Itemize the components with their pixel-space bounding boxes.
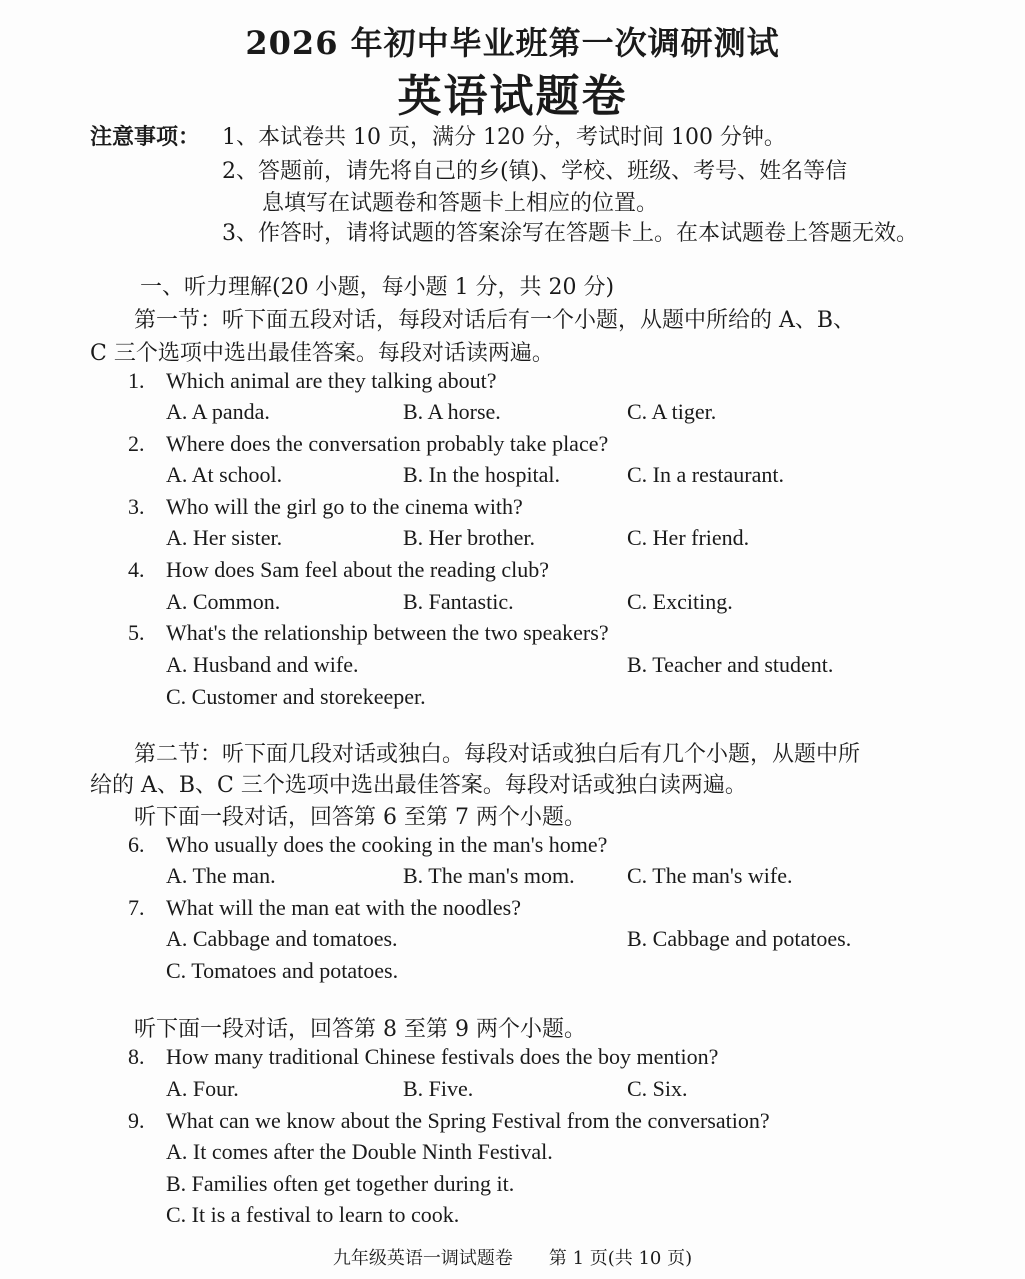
page-footer: 九年级英语一调试题卷 第 1 页(共 10 页) <box>332 1248 693 1269</box>
question-number: 6. <box>128 832 145 857</box>
option-a: A. Cabbage and tomatoes. <box>166 926 398 951</box>
option-a: A. At school. <box>166 462 283 487</box>
option-a: A. The man. <box>166 863 276 888</box>
part1-instruction-cont: C 三个选项中选出最佳答案。每段对话读两遍。 <box>90 341 554 366</box>
question-number: 8. <box>128 1044 145 1069</box>
option-c: C. In a restaurant. <box>627 462 784 487</box>
question-text: How many traditional Chinese festivals does the boy mention? <box>166 1044 719 1069</box>
option-c: C. Tomatoes and potatoes. <box>166 958 399 983</box>
dialogue-intro-6-7: 听下面一段对话，回答第 6 至第 7 两个小题。 <box>134 805 586 830</box>
question-text: What's the relationship between the two speakers? <box>166 620 609 645</box>
option-b: B. The man's mom. <box>403 863 575 888</box>
question-number: 3. <box>128 494 145 519</box>
option-c: C. The man's wife. <box>627 863 793 888</box>
option-b: B. Families often get together during it. <box>166 1171 515 1196</box>
part2-instruction: 第二节：听下面几段对话或独白。每段对话或独白后有几个小题，从题中所 <box>134 742 861 767</box>
question-number: 5. <box>128 620 145 645</box>
option-b: B. In the hospital. <box>403 462 561 487</box>
question-text: Who usually does the cooking in the man's home? <box>166 832 608 857</box>
option-b: B. Fantastic. <box>403 589 514 614</box>
option-c: C. Exciting. <box>627 589 733 614</box>
exam-title: 2026 年初中毕业班第一次调研测试 <box>245 24 780 62</box>
question-text: Who will the girl go to the cinema with? <box>166 494 523 519</box>
option-b: B. A horse. <box>403 399 501 424</box>
question-text: Which animal are they talking about? <box>166 368 497 393</box>
option-c: C. A tiger. <box>627 399 717 424</box>
part2-instruction-cont: 给的 A、B、C 三个选项中选出最佳答案。每段对话或独白读两遍。 <box>90 773 747 798</box>
notice-item-1: 1、本试卷共 10 页，满分 120 分，考试时间 100 分钟。 <box>222 125 786 150</box>
option-a: A. Common. <box>166 589 281 614</box>
option-b: B. Her brother. <box>403 525 535 550</box>
notice-item-2: 2、答题前，请先将自己的乡(镇)、学校、班级、考号、姓名等信 <box>222 159 848 184</box>
option-c: C. Customer and storekeeper. <box>166 684 426 709</box>
notice-label: 注意事项： <box>90 124 201 150</box>
notice-item-2-cont: 息填写在试题卷和答题卡上相应的位置。 <box>262 191 659 216</box>
question-text: What will the man eat with the noodles? <box>166 895 521 920</box>
option-a: A. Husband and wife. <box>166 652 359 677</box>
question-text: What can we know about the Spring Festival from the conversation? <box>166 1108 770 1133</box>
option-a: A. Four. <box>166 1076 239 1101</box>
question-text: How does Sam feel about the reading club? <box>166 557 550 582</box>
question-number: 2. <box>128 431 145 456</box>
part1-instruction: 第一节：听下面五段对话，每段对话后有一个小题，从题中所给的 A、B、 <box>134 308 856 333</box>
question-number: 1. <box>128 368 145 393</box>
option-c: C. Six. <box>627 1076 688 1101</box>
question-number: 7. <box>128 895 145 920</box>
option-c: C. It is a festival to learn to cook. <box>166 1202 460 1227</box>
section-heading: 一、听力理解(20 小题，每小题 1 分，共 20 分) <box>140 275 615 300</box>
option-a: A. It comes after the Double Ninth Festival. <box>166 1139 553 1164</box>
option-b: B. Five. <box>403 1076 474 1101</box>
question-number: 9. <box>128 1108 145 1133</box>
option-b: B. Cabbage and potatoes. <box>627 926 852 951</box>
option-a: A. Her sister. <box>166 525 283 550</box>
option-a: A. A panda. <box>166 399 270 424</box>
option-c: C. Her friend. <box>627 525 750 550</box>
question-text: Where does the conversation probably take place? <box>166 431 609 456</box>
option-b: B. Teacher and student. <box>627 652 834 677</box>
notice-item-3: 3、作答时，请将试题的答案涂写在答题卡上。在本试题卷上答题无效。 <box>222 221 918 246</box>
exam-subtitle: 英语试题卷 <box>397 71 628 122</box>
dialogue-intro-8-9: 听下面一段对话，回答第 8 至第 9 两个小题。 <box>134 1017 586 1042</box>
question-number: 4. <box>128 557 145 582</box>
